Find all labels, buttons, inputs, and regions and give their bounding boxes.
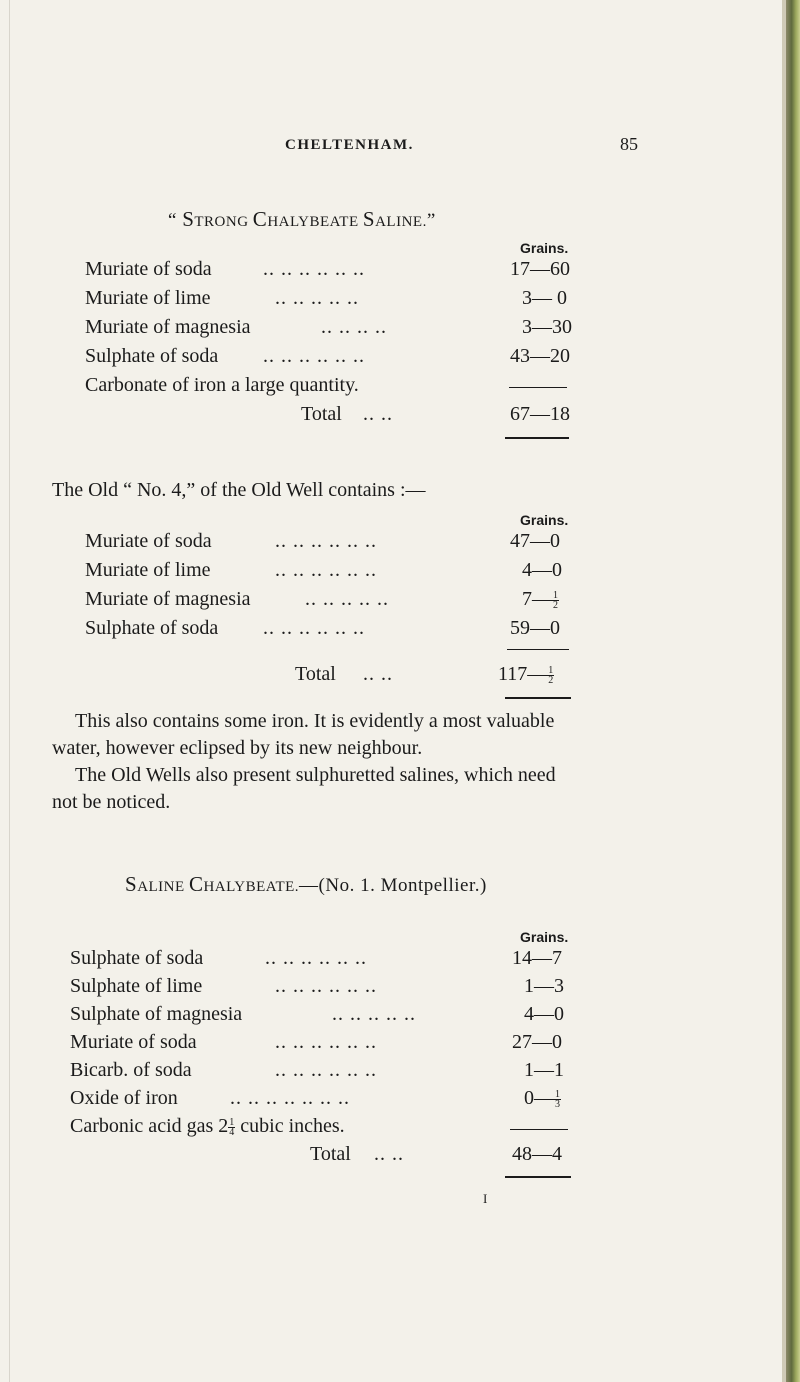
grains-header: Grains.: [520, 512, 569, 528]
title-rest: HALYBEATE: [267, 214, 363, 230]
book-spine: [786, 0, 800, 1382]
fraction-half: [552, 591, 559, 610]
row-name: Sulphate of soda: [85, 617, 219, 639]
title-rest: TRONG: [194, 214, 253, 230]
row-name: Bicarb. of soda: [70, 1059, 192, 1081]
table-row: [85, 345, 605, 375]
sum-rule: [507, 649, 569, 650]
open-quote: “: [168, 210, 183, 231]
row-name: [70, 1115, 345, 1138]
row-name: Muriate of soda: [85, 258, 212, 280]
value-text: 7—: [522, 588, 552, 610]
table-row: [85, 588, 605, 618]
total-row: [70, 1143, 610, 1173]
row-name: Sulphate of soda: [85, 345, 219, 367]
row-dots: .. .. .. .. ..: [332, 1003, 416, 1025]
total-label: Total: [310, 1143, 351, 1165]
fraction-third: [554, 1090, 561, 1109]
paragraph-line: This also contains some iron. It is evidently a most valuable: [75, 710, 555, 732]
frac-den: 2: [548, 674, 554, 686]
close-quote: ”: [426, 210, 436, 231]
paragraph-line: not be noticed.: [52, 791, 171, 813]
frac-den: 3: [555, 1098, 560, 1110]
row-name: Sulphate of lime: [70, 975, 203, 997]
row-value: 1—1: [524, 1059, 564, 1081]
row-dots: .. .. .. .. .. ..: [263, 345, 365, 367]
row-name: Muriate of soda: [70, 1031, 197, 1053]
row-value: 59—0: [510, 617, 560, 639]
row-dots: .. .. .. .. .. ..: [275, 975, 377, 997]
table-row: [85, 530, 605, 560]
total-value: 48—4: [512, 1143, 562, 1165]
table-row: [70, 1003, 610, 1033]
paragraph-line: The Old Wells also present sulphuretted salines, which need: [75, 764, 556, 786]
total-row: [85, 663, 605, 693]
table-row: [70, 1087, 610, 1117]
fraction-half: [547, 666, 554, 685]
double-rule: [505, 697, 571, 699]
row-dots: .. .. .. .. .. ..: [275, 559, 377, 581]
row-dots: .. .. .. .. .. ..: [275, 1031, 377, 1053]
frac-den: 2: [553, 599, 558, 611]
row-dots: .. .. .. .. .. .. ..: [230, 1087, 350, 1109]
row-value: 4—0: [522, 559, 562, 581]
row-dots: .. ..: [363, 403, 393, 425]
total-value: 67—18: [510, 403, 570, 425]
table-row: [70, 975, 610, 1005]
frac-num: 1: [553, 589, 558, 601]
row-value: [524, 1087, 561, 1110]
row-name: Carbonate of iron a large quantity.: [85, 374, 359, 396]
row-value: 17—60: [510, 258, 570, 280]
row-dots: .. .. .. .. .. ..: [265, 947, 367, 969]
row-value: 27—0: [512, 1031, 562, 1053]
gas-text: cubic inches.: [235, 1115, 345, 1137]
table-row: [70, 1059, 610, 1089]
value-text: 0—: [524, 1087, 554, 1109]
section-title-saline-chalybeate: [125, 872, 487, 897]
gas-text: Carbonic acid gas 2: [70, 1115, 229, 1137]
title-cap: C: [188, 872, 204, 896]
paragraph-line: water, however eclipsed by its new neighbour.: [52, 737, 423, 759]
title-cap: S: [362, 207, 376, 231]
signature-mark: I: [483, 1191, 488, 1206]
title-cap: C: [252, 207, 268, 231]
title-cap: S: [125, 872, 138, 896]
title-cap: S: [182, 207, 195, 231]
table-row: [85, 617, 605, 647]
running-title: CHELTENHAM.: [285, 137, 414, 153]
table-row: [85, 287, 605, 317]
sum-rule: [510, 1129, 568, 1130]
grains-header: Grains.: [520, 240, 569, 256]
row-dots: .. .. .. .. ..: [275, 287, 359, 309]
double-rule: [505, 437, 569, 439]
sum-rule: [509, 387, 567, 388]
table-row: [70, 1031, 610, 1061]
section-title-strong-chalybeate: [168, 207, 436, 232]
table-row: [85, 258, 605, 288]
frac-num: 1: [555, 1088, 560, 1100]
row-value: [522, 588, 559, 611]
table-row: [70, 947, 610, 977]
row-dots: .. .. .. .. .. ..: [263, 258, 365, 280]
title-rest: HALYBEATE.: [203, 879, 300, 895]
frac-num: 1: [229, 1116, 235, 1128]
title-rest: ALINE: [137, 879, 189, 895]
row-value: 14—7: [512, 947, 562, 969]
row-dots: .. .. .. .. .. ..: [275, 530, 377, 552]
row-dots: .. .. .. .. .. ..: [263, 617, 365, 639]
table-row: [85, 374, 605, 404]
page-edge-line: [9, 0, 10, 1382]
row-name: Muriate of soda: [85, 530, 212, 552]
total-label: Total: [301, 403, 342, 425]
row-dots: .. ..: [374, 1143, 404, 1165]
row-name: Muriate of magnesia: [85, 588, 251, 610]
row-value: 3—30: [522, 316, 572, 338]
row-name: Sulphate of soda: [70, 947, 204, 969]
row-value: 43—20: [510, 345, 570, 367]
row-dots: .. .. .. .. .. ..: [275, 1059, 377, 1081]
row-name: Muriate of lime: [85, 287, 211, 309]
running-header: [0, 134, 800, 159]
title-tail: —(No. 1. Montpellier.): [299, 875, 487, 896]
table-row: [85, 559, 605, 589]
table-row: [70, 1115, 610, 1145]
row-name: Oxide of iron: [70, 1087, 178, 1109]
total-value: [498, 663, 554, 686]
double-rule: [505, 1176, 571, 1178]
value-text: 117—: [498, 663, 548, 685]
page-number: 85: [620, 134, 638, 154]
row-value: 4—0: [524, 1003, 564, 1025]
frac-num: 1: [548, 664, 554, 676]
row-dots: .. .. .. .. ..: [305, 588, 389, 610]
row-value: 47—0: [510, 530, 560, 552]
frac-den: 4: [229, 1126, 235, 1138]
title-rest: ALINE.: [375, 214, 427, 230]
grains-header: Grains.: [520, 929, 569, 945]
row-name: Sulphate of magnesia: [70, 1003, 243, 1025]
total-row: [85, 403, 605, 433]
row-value: 1—3: [524, 975, 564, 997]
total-label: Total: [295, 663, 336, 685]
row-dots: .. ..: [363, 663, 393, 685]
table-row: [85, 316, 605, 346]
row-name: Muriate of lime: [85, 559, 211, 581]
row-name: Muriate of magnesia: [85, 316, 251, 338]
row-dots: .. .. .. ..: [321, 316, 387, 338]
section-intro-old-no4: The Old “ No. 4,” of the Old Well contains :—: [52, 479, 426, 501]
row-value: 3— 0: [522, 287, 567, 309]
